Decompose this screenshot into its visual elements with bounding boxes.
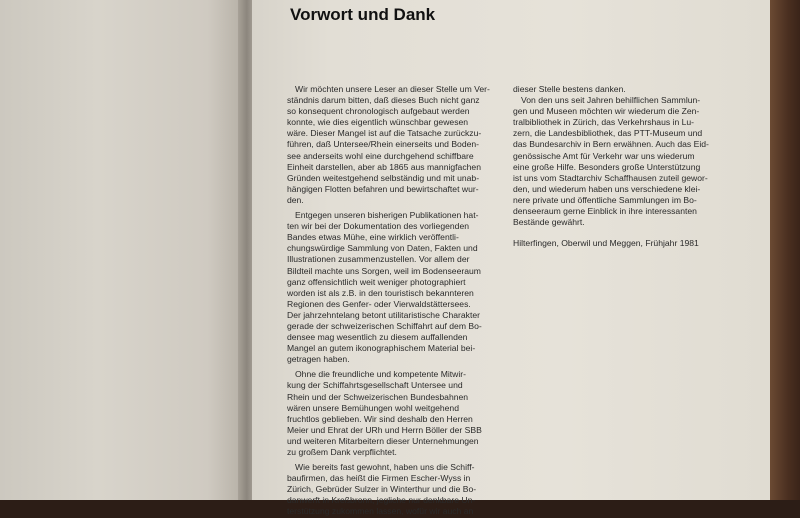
left-page [0,0,244,500]
text-line: ist uns vom Stadtarchiv Schaffhausen zuteil gewor- [513,172,708,183]
text-line: zern, die Landesbibliothek, das PTT-Museum und [513,128,703,139]
text-line: gerade der schweizerischen Schiffahrt auf dem Bo- [287,320,482,331]
paragraph-2 [287,210,499,365]
text-line: gen und Museen möchten wir wiederum die Zen- [513,106,700,117]
page-title: Vorwort und Dank [290,5,436,24]
text-line: danwerft in Kreßbronn, jegliche nur denkbare Un- [287,495,476,506]
text-line: fruchtlos geblieben. Wir sind deshalb den Herren [287,413,473,424]
signature-line: Hilterfingen, Oberwil und Meggen, Frühjahr 1981 [513,238,699,249]
paragraph-6 [513,95,725,228]
text-line: Mangel an gutem ikonographischem Material bei- [287,343,476,354]
text-line: denseeraum gerne Einblick in ihre interessanten [513,206,697,217]
text-line: worden ist als z.B. in den touristisch bekannteren [287,287,474,298]
paragraph-1 [287,84,499,206]
right-text-column [513,84,725,249]
text-line: führen, daß Untersee/Rhein einerseits und Boden- [287,139,480,150]
text-line: das Bundesarchiv in Bern erwähnen. Auch das Eid- [513,139,709,150]
text-line: see anderseits wohl eine durchgehend schiffbare [287,150,474,161]
text-line: Ohne die freundliche und kompetente Mitwir- [295,369,467,380]
text-line: Gründen weitestgehend selbständig und mit unab- [287,172,480,183]
text-line: Wir möchten unsere Leser an dieser Stelle um Ver- [295,84,490,94]
text-line: hängigen Flotten befahren und bewirtschaftet wur- [287,183,479,194]
text-line: zu großem Dank verpflichtet. [287,447,397,457]
text-line: eine große Hilfe. Besonders große Unterstützung [513,161,701,172]
text-line: baufirmen, das heißt die Firmen Escher-Wyss in [287,473,471,484]
text-line: terstützung zukommen lassen, wofür wir auch an [287,506,474,517]
text-line: nere private und öffentliche Sammlungen im Bo- [513,194,697,205]
text-line: Regionen des Genfer- oder Vierwaldstättersees. [287,298,471,309]
text-line: Wie bereits fast gewohnt, haben uns die Schiff- [295,462,475,473]
text-line: Bildteil machte uns Sorgen, weil im Bodenseeraum [287,265,481,276]
text-line: Meier und Ehrat der URh und Herrn Böller der SBB [287,424,482,435]
text-line: Einheit darstellen, aber ab 1865 aus mannigfachen [287,161,481,172]
paragraph-4 [287,462,499,517]
text-line: ten wir bei der Dokumentation des vorliegenden [287,221,470,232]
paragraph-3 [287,369,499,458]
text-line: Entgegen unseren bisherigen Publikationen hat- [295,210,479,221]
text-line: so konsequent chronologisch aufgebaut werden [287,106,470,117]
text-line: Zürich, Gebrüder Sulzer in Winterthur und die Bo- [287,484,477,495]
text-line: ständnis darum bitten, daß dieses Buch nicht ganz [287,95,480,106]
text-line: Rhein und der Schweizerischen Bundesbahnen [287,391,469,402]
left-text-column [287,84,499,518]
text-line: Illustrationen zusammenzustellen. Vor allem der [287,254,470,265]
text-line: getragen haben. [287,354,350,365]
text-line: densee mag wesentlich zu diesem auffallenden [287,332,468,343]
text-line: konnte, wie dies eigentlich wünschbar gewesen [287,117,469,128]
text-line: tralbibliothek in Zürich, das Verkehrshaus in Lu- [513,117,695,128]
text-line: kung der Schiffahrtsgesellschaft Untersee und [287,380,463,391]
text-line: den, und wiederum haben uns verschiedene klei- [513,183,701,194]
text-line: Von den uns seit Jahren behilflichen Sammlun- [521,95,701,106]
paragraph-5 [513,84,725,95]
text-line: und weiteren Mitarbeitern dieser Unternehmungen [287,435,479,446]
text-line: ganz offensichtlich weit weniger photographiert [287,276,466,287]
text-line: wären unsere Bemühungen wohl weitgehend [287,402,459,413]
text-line: den. [287,194,304,205]
text-line: Der jahrzehntelang betont utilitaristische Charakter [287,309,480,320]
text-line: Bestände gewährt. [513,217,585,228]
text-line: dieser Stelle bestens danken. [513,84,626,94]
text-line: chungswürdige Sammlung von Daten, Fakten und [287,243,478,254]
table-edge [770,0,800,500]
text-line: genössische Amt für Verkehr war uns wiederum [513,150,695,161]
text-line: Bandes etwas Mühe, eine wirklich veröffentli- [287,232,459,243]
text-line: wäre. Dieser Mangel ist auf die Tatsache zurückzu- [287,128,482,139]
